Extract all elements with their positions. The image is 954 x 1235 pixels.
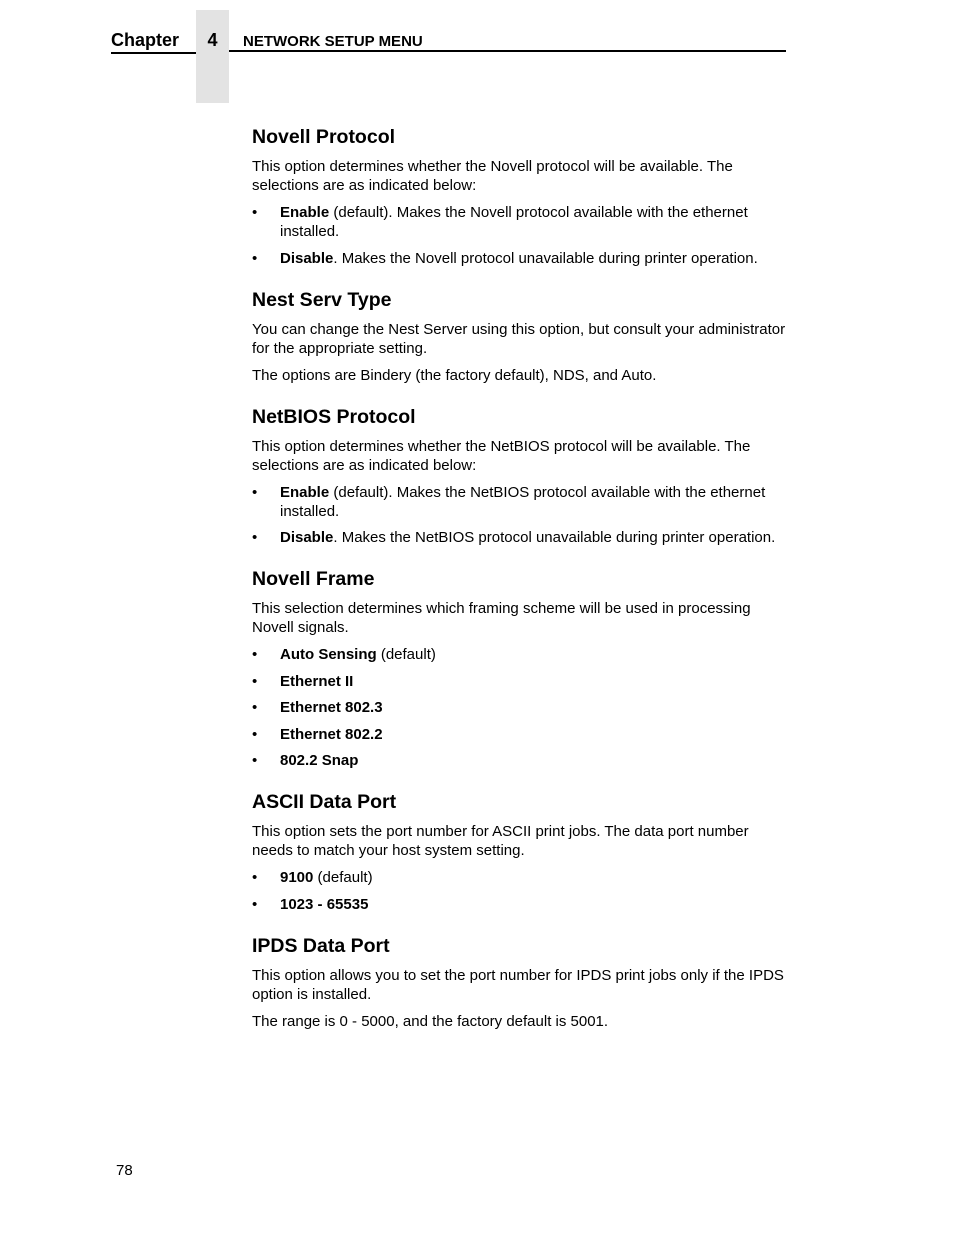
- option-description: . Makes the Novell protocol unavailable during printer operation.: [333, 249, 758, 267]
- list-item: [252, 895, 786, 914]
- list-item: [252, 203, 786, 241]
- list-item: [252, 528, 786, 547]
- section-netbios-protocol: [252, 405, 786, 548]
- section-novell-frame: [252, 567, 786, 770]
- chapter-number: 4: [207, 30, 218, 50]
- option-name: Ethernet 802.2: [280, 725, 383, 743]
- option-description: (default): [376, 646, 436, 663]
- bullet-icon: •: [252, 725, 258, 743]
- list-item: [252, 751, 786, 770]
- list-item: [252, 249, 786, 268]
- paragraph: This selection determines which framing scheme will be used in processing Novell signals.: [252, 600, 751, 636]
- bullet-icon: •: [252, 646, 258, 663]
- option-name: Disable: [280, 249, 334, 267]
- chapter-title: NETWORK SETUP MENU: [243, 33, 423, 50]
- section-heading: NetBIOS Protocol: [252, 405, 416, 428]
- paragraph: You can change the Nest Server using this option, but consult your administrator for the appropriate setting.: [252, 320, 786, 357]
- option-name: 802.2 Snap: [280, 752, 359, 769]
- option-description: (default): [313, 869, 373, 886]
- bullet-icon: •: [252, 699, 258, 716]
- list-item: [252, 698, 786, 717]
- list-item: [252, 725, 786, 744]
- option-name: 1023 - 65535: [280, 895, 369, 913]
- bullet-icon: •: [252, 895, 258, 913]
- paragraph: This option determines whether the NetBIOS protocol will be available. The selections are as indicated below:: [252, 437, 751, 474]
- option-description: (default). Makes the Novell protocol available with the ethernet installed.: [280, 204, 748, 240]
- page-number: 78: [116, 1162, 133, 1179]
- option-name: Ethernet II: [280, 672, 354, 690]
- header-rule-right: [229, 50, 786, 52]
- option-name: Disable: [280, 529, 334, 546]
- bullet-list: [252, 645, 786, 770]
- bullet-icon: •: [252, 672, 258, 690]
- option-name: 9100: [280, 869, 314, 886]
- section-heading: Nest Serv Type: [252, 288, 392, 311]
- page-content: [252, 125, 786, 1051]
- bullet-icon: •: [252, 204, 258, 221]
- bullet-icon: •: [252, 529, 258, 546]
- paragraph: This option determines whether the Novell protocol will be available. The selections are as indicated below:: [252, 158, 733, 194]
- section-nest-serv-type: [252, 288, 786, 385]
- section-heading: ASCII Data Port: [252, 791, 397, 813]
- option-name: Auto Sensing: [280, 646, 377, 663]
- chapter-tab: [196, 10, 229, 103]
- list-item: [252, 672, 786, 691]
- section-heading: Novell Frame: [252, 568, 375, 590]
- chapter-label: Chapter: [111, 30, 180, 50]
- section-ascii-data-port: [252, 790, 786, 914]
- bullet-list: [252, 483, 786, 548]
- bullet-icon: •: [252, 869, 258, 886]
- paragraph: This option allows you to set the port number for IPDS print jobs only if the IPDS option is installed.: [252, 966, 784, 1003]
- list-item: [252, 483, 786, 521]
- option-description: . Makes the NetBIOS protocol unavailable during printer operation.: [333, 529, 776, 546]
- list-item: [252, 868, 786, 887]
- section-ipds-data-port: [252, 934, 786, 1031]
- section-novell-protocol: [252, 125, 786, 268]
- header-rule-left: [111, 52, 196, 54]
- list-item: [252, 645, 786, 664]
- bullet-icon: •: [252, 249, 258, 267]
- paragraph: This option sets the port number for ASCII print jobs. The data port number needs to match your host system setting.: [252, 823, 749, 859]
- bullet-list: [252, 868, 786, 914]
- paragraph: The range is 0 - 5000, and the factory default is 5001.: [252, 1012, 609, 1030]
- option-name: Ethernet 802.3: [280, 699, 383, 716]
- option-description: (default). Makes the NetBIOS protocol available with the ethernet installed.: [280, 483, 766, 520]
- option-name: Enable: [280, 204, 330, 221]
- bullet-icon: •: [252, 483, 258, 501]
- section-heading: IPDS Data Port: [252, 934, 390, 957]
- bullet-icon: •: [252, 752, 258, 769]
- option-name: Enable: [280, 483, 330, 501]
- bullet-list: [252, 203, 786, 268]
- section-heading: Novell Protocol: [252, 126, 396, 148]
- paragraph: The options are Bindery (the factory default), NDS, and Auto.: [252, 366, 657, 384]
